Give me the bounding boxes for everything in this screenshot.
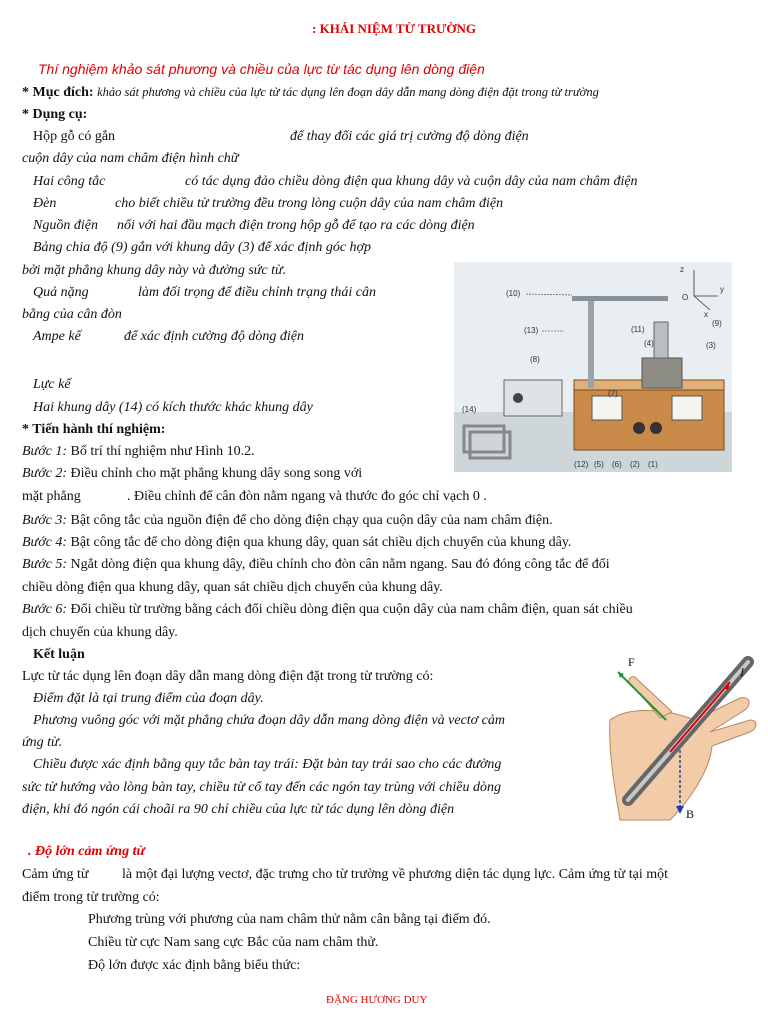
page-title: : KHÁI NIỆM TỪ TRƯỜNG xyxy=(312,21,476,36)
conclusion-line-1: Lực từ tác dụng lên đoạn dây dẫn mang dòng điện đặt trong từ trường có: xyxy=(22,669,434,684)
tools-line-3b: có tác dụng đảo chiều dòng điện qua khung dây và cuộn dây của nam châm điện xyxy=(185,174,638,189)
tools-label: * Dụng cụ: xyxy=(22,107,88,122)
callout-3: (3) xyxy=(706,341,716,350)
balance-beam xyxy=(572,296,668,301)
step-5-name: Bước 5: xyxy=(22,557,68,572)
callout-14: (14) xyxy=(462,405,477,414)
axis-y-label: y xyxy=(720,285,724,294)
axis-z-label: z xyxy=(680,265,684,274)
tools-line-4a: Đèn xyxy=(33,196,57,211)
step-2-cont-a: mặt phẳng xyxy=(22,489,81,504)
step-3-text: Bật công tắc của nguồn điện để cho dòng điện chạy qua cuộn dây của nam châm điện. xyxy=(70,513,553,528)
conclusion-label: Kết luận xyxy=(33,647,85,662)
callout-11: (11) xyxy=(631,325,645,334)
stand-pole xyxy=(588,298,594,388)
magnitude-line-2: điểm trong từ trường có: xyxy=(22,890,160,905)
experiment-title: Thí nghiệm khảo sát phương và chiều của lực từ tác dụng lên dòng điện xyxy=(38,61,485,77)
callout-2: (2) xyxy=(630,460,640,469)
conclusion-line-6: sức từ hướng vào lòng bàn tay, chiều từ cổ tay đến các ngón tay trùng với chiều dòng xyxy=(22,780,502,795)
callout-1: (1) xyxy=(648,460,658,469)
callout-9: (9) xyxy=(712,319,722,328)
tools-line-5b: nối với hai đầu mạch điện trong hộp gỗ để tạo ra các dòng điện xyxy=(117,218,475,233)
magnitude-line-4: Chiều từ cực Nam sang cực Bắc của nam châm thử. xyxy=(88,935,379,950)
tools-line-10a: Ampe kế xyxy=(33,329,81,344)
step-1-text: Bố trí thí nghiệm như Hình 10.2. xyxy=(70,444,255,459)
knob-1 xyxy=(633,422,645,434)
procedure-label: * Tiến hành thí nghiệm: xyxy=(22,422,166,437)
purpose-label: * Mục đích: xyxy=(22,85,94,100)
step-2 xyxy=(22,465,362,482)
tools-line-8a: Quả nặng xyxy=(33,285,89,300)
tools-line-2: cuộn dây của nam châm điện hình chữ xyxy=(22,151,239,166)
callout-4: (4) xyxy=(644,339,654,348)
step-4-name: Bước 4: xyxy=(22,535,68,550)
callout-10: (10) xyxy=(506,289,521,298)
wire-frame xyxy=(654,322,668,358)
tools-line-1b: để thay đổi các giá trị cường độ dòng điện xyxy=(290,129,529,144)
tools-line-7: bởi mặt phẳng khung dây này và đường sức từ. xyxy=(22,263,287,278)
apparatus-figure xyxy=(454,262,732,472)
conclusion-line-2: Điểm đặt là tại trung điểm của đoạn dây. xyxy=(33,691,264,706)
conclusion-line-5: Chiều được xác định bằng quy tắc bàn tay trái: Đặt bàn tay trái sao cho các đường xyxy=(33,757,502,772)
field-label: B xyxy=(686,807,695,821)
supply-knob xyxy=(513,393,523,403)
tools-line-8b: làm đối trọng để điều chỉnh trạng thái cân xyxy=(138,285,376,300)
callout-13: (13) xyxy=(524,326,539,335)
knob-2 xyxy=(650,422,662,434)
force-label: F xyxy=(628,655,635,669)
callout-6: (6) xyxy=(612,460,622,469)
step-5-text: Ngắt dòng điện qua khung dây, điều chỉnh cho đòn cân nằm ngang. Sau đó đóng công tắc để đổi xyxy=(70,557,610,572)
footer-author: ĐẶNG HƯƠNG DUY xyxy=(326,994,428,1006)
ammeter-left xyxy=(592,396,622,420)
ammeter-right xyxy=(672,396,702,420)
callout-5: (5) xyxy=(594,460,604,469)
callout-12: (12) xyxy=(574,460,589,469)
conclusion-line-4: ứng từ. xyxy=(22,735,63,750)
tools-line-4b: cho biết chiều từ trường đều trong lòng cuộn dây của nam châm điện xyxy=(115,196,504,211)
power-supply xyxy=(504,380,562,416)
step-4-text: Bật công tắc để cho dòng điện qua khung dây, quan sát chiều dịch chuyển của khung dây. xyxy=(70,535,572,550)
step-6-name: Bước 6: xyxy=(22,602,68,617)
purpose-text: khảo sát phương và chiều của lực từ tác dụng lên đoạn dây dẫn mang dòng điện đặt trong từ trường xyxy=(97,85,599,99)
axis-origin-label: O xyxy=(682,293,689,302)
step-4 xyxy=(22,534,571,551)
tools-line-11: Lực kế xyxy=(33,377,71,392)
callout-8: (8) xyxy=(530,355,540,364)
magnitude-line-3: Phương trùng với phương của nam châm thử nằm cân bằng tại điểm đó. xyxy=(88,912,491,927)
conclusion-line-3: Phương vuông góc với mặt phẳng chứa đoạn dây dẫn mang dòng điện và vectơ cảm xyxy=(33,713,505,728)
left-hand-rule-figure xyxy=(600,650,760,825)
tools-line-3a: Hai công tắc xyxy=(33,174,106,189)
step-6-text: Đổi chiều từ trường bằng cách đổi chiều dòng điện qua cuộn dây của nam châm điện, quan sát chiều xyxy=(70,602,633,617)
axis-x-label: x xyxy=(704,310,708,319)
step-6 xyxy=(22,601,633,618)
step-1-name: Bước 1: xyxy=(22,444,68,459)
step-3-name: Bước 3: xyxy=(22,513,68,528)
step-3 xyxy=(22,512,553,529)
tools-line-12: Hai khung dây (14) có kích thước khác khung dây xyxy=(33,400,313,415)
callout-7: (7) xyxy=(608,389,618,398)
tools-line-10b: để xác định cường độ dòng điện xyxy=(124,329,304,344)
step-1 xyxy=(22,443,255,460)
electromagnet xyxy=(642,358,682,388)
current-label: I xyxy=(740,665,744,679)
tools-line-5a: Nguồn điện xyxy=(33,218,98,233)
magnitude-line-1b: là một đại lượng vectơ, đặc trưng cho từ trường về phương diện tác dụng lực. Cảm ứng từ tại một xyxy=(122,867,668,882)
step-2-name: Bước 2: xyxy=(22,466,68,481)
step-5 xyxy=(22,556,610,573)
tools-line-1a: Hộp gỗ có gắn xyxy=(33,129,116,144)
step-6-cont: dịch chuyển của khung dây. xyxy=(22,625,178,640)
conclusion-line-7: điện, khi đó ngón cái choãi ra 90 chỉ chiều của lực từ tác dụng lên dòng điện xyxy=(22,802,455,817)
magnitude-line-1a: Cảm ứng từ xyxy=(22,867,89,882)
step-2-cont-b: . Điều chỉnh để cân đòn nằm ngang và thước đo góc chỉ vạch 0 . xyxy=(127,489,487,504)
magnitude-line-5: Độ lớn được xác định bằng biểu thức: xyxy=(88,958,301,973)
tools-line-6: Bảng chia độ (9) gắn với khung dây (3) để xác định góc hợp xyxy=(33,240,372,255)
magnitude-label: . Độ lớn cảm ứng từ xyxy=(28,844,145,859)
step-5-cont: chiều dòng điện qua khung dây, quan sát chiều dịch chuyển của khung dây. xyxy=(22,580,443,595)
tools-line-9: bằng của cân đòn xyxy=(22,307,122,322)
purpose-line xyxy=(22,84,599,101)
step-2-text: Điều chỉnh cho mặt phẳng khung dây song song với xyxy=(70,466,363,481)
